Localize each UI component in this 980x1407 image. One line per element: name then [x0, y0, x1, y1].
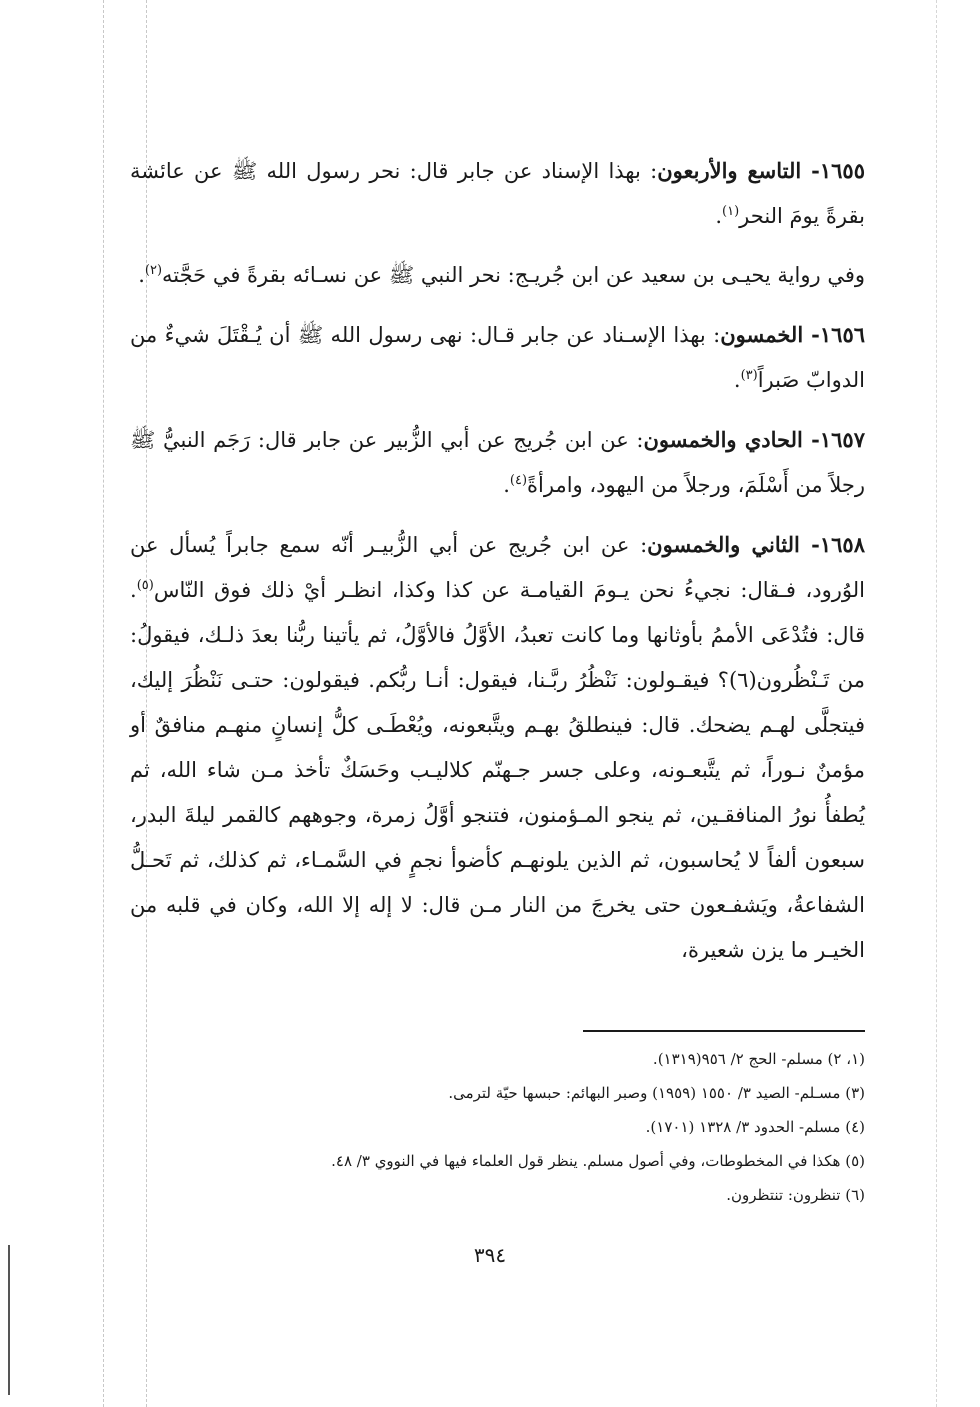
hadith-text: : بهذا الإسـناد عن جابر قـال: نهى رسول الله ﷺ أن يُـقْتَلَ شيءٌ من الدوابّ صَبراً	[130, 323, 865, 392]
hadith-heading: الخمسون	[720, 322, 804, 347]
dash-separator: -	[802, 427, 820, 452]
footnote-item: (٣) مسـلم- الصيد ٣/ ١٥٥٠ (١٩٥٩) وصبر البهائم: حبسها حيّة لترمى.	[448, 1084, 865, 1102]
dash-separator: -	[803, 322, 820, 347]
hadith-paragraph	[130, 417, 865, 508]
hadith-tail: .	[138, 263, 145, 287]
margin-guide-line	[936, 0, 937, 1407]
hadith-text: : بهذا الإسناد عن جابر قال: نحر رسول الله ﷺ عن عائشة بقرةً يومَ النحر	[130, 159, 865, 228]
footnote-item: (١، ٢) مسلم- الحج ٢/ ٩٥٦(١٣١٩).	[652, 1050, 865, 1068]
footnote-divider	[583, 1030, 865, 1032]
hadith-text: : عن ابن جُريج عن أبي الزُّبير عن جابر قال: رَجَم النبيُّ ﷺ رجلاً من أَسْلَمَ، ورجلاً من اليهود، وامرأةً	[130, 428, 865, 497]
hadith-text: : عن ابن جُريج عن أبي الزُّبيـر أنّه سمع جابراً يُسأل عن الوُرود، فـقال: نجيءُ نحن يـومَ القيامـة عن كذا وكذا، انظـر أيْ ذلك فوق النّاس	[130, 533, 865, 602]
dash-separator: -	[801, 158, 820, 183]
margin-guide-line	[103, 0, 104, 1407]
hadith-heading: الحادي والخمسون	[643, 427, 803, 452]
footnote-ref[interactable]: (٤)	[509, 473, 528, 488]
hadith-heading: التاسع والأربعون	[657, 158, 802, 183]
hadith-number: ١٦٥٦	[819, 322, 866, 347]
hadith-tail: .	[715, 204, 723, 228]
hadith-tail: .	[733, 368, 741, 392]
footnote-ref[interactable]: (٢)	[144, 263, 163, 278]
hadith-paragraph	[130, 312, 865, 403]
footnote-item: (٤) مسلم- الحدود ٣/ ١٣٢٨ (١٧٠١).	[645, 1118, 865, 1136]
dash-separator: -	[799, 532, 820, 557]
main-text	[130, 148, 865, 987]
page-number: ٣٩٤	[473, 1243, 507, 1267]
hadith-tail: . قال: فتُدْعَى الأممُ بأوثانها وما كانت تعبدُ، الأوَّلُ فالأوَّلُ، ثم يأتينا ربُّنا بعدَ ذلـك، فيقولُ: من تَـنْظُرون(٦)؟ فيقـولون: نَنْظُرُ ربَّـنا، فيقول: أنـا ربُّكم. فيقولون: حتـى نَنْظُرَ إليك، فيتجلَّى لهـم يضحك. قال: فينطلقُ بهـم ويتَّبعونه، ويُعْطَـى كلُّ إنسانٍ منهـم منافقٌ أو مؤمنٌ نـوراً، ثم يتَّبعـونه، وعلى جسر جـهنّم كلاليـب وحَسَكٌ تأخذ مـن شاء الله، ثم يُطفأُ نورُ المنافقـين، ثم ينجو المـؤمنون، فتنجو أوَّلُ زمرة، وجوههم كالقمر ليلةَ البدر، سبعون ألفاً لا يُحاسبون، ثم الذين يلونهـم كأضوأ نجمٍ في السَّمـاء، ثم كذلك، ثم تَحـلُّ الشفاعةُ، ويَشفـعون حتى يخرجَ من النار مـن قال: لا إله إلا الله، وكان في قلبه من الخيـر ما يزن شعيرة،	[130, 578, 865, 962]
hadith-paragraph	[130, 253, 865, 298]
footnote-item: (٥) هكذا في المخطوطات، وفي أصول مسلم. ينظر قول العلماء فيها في النووي ٣/ ٤٨.	[331, 1152, 865, 1170]
hadith-number: ١٦٥٥	[819, 158, 865, 183]
hadith-paragraph	[130, 148, 865, 239]
footnote-ref[interactable]: (١)	[722, 204, 740, 219]
footnotes	[200, 1042, 865, 1212]
footnote-ref[interactable]: (٣)	[740, 368, 758, 383]
hadith-paragraph	[130, 522, 865, 973]
footnote-item: (٦) تنظرون: تنتظرون.	[726, 1186, 865, 1204]
hadith-text: وفي رواية يحيـى بن سعيد عن ابن جُريـج: نحر النبي ﷺ عن نسـائه بقرةً في حَجَّته	[162, 263, 865, 287]
hadith-number: ١٦٥٧	[819, 427, 865, 452]
hadith-number: ١٦٥٨	[819, 532, 865, 557]
hadith-heading: الثاني والخمسون	[647, 532, 800, 557]
scan-edge-line	[8, 1245, 10, 1395]
hadith-tail: .	[503, 473, 510, 497]
footnote-ref[interactable]: (٥)	[136, 578, 154, 593]
